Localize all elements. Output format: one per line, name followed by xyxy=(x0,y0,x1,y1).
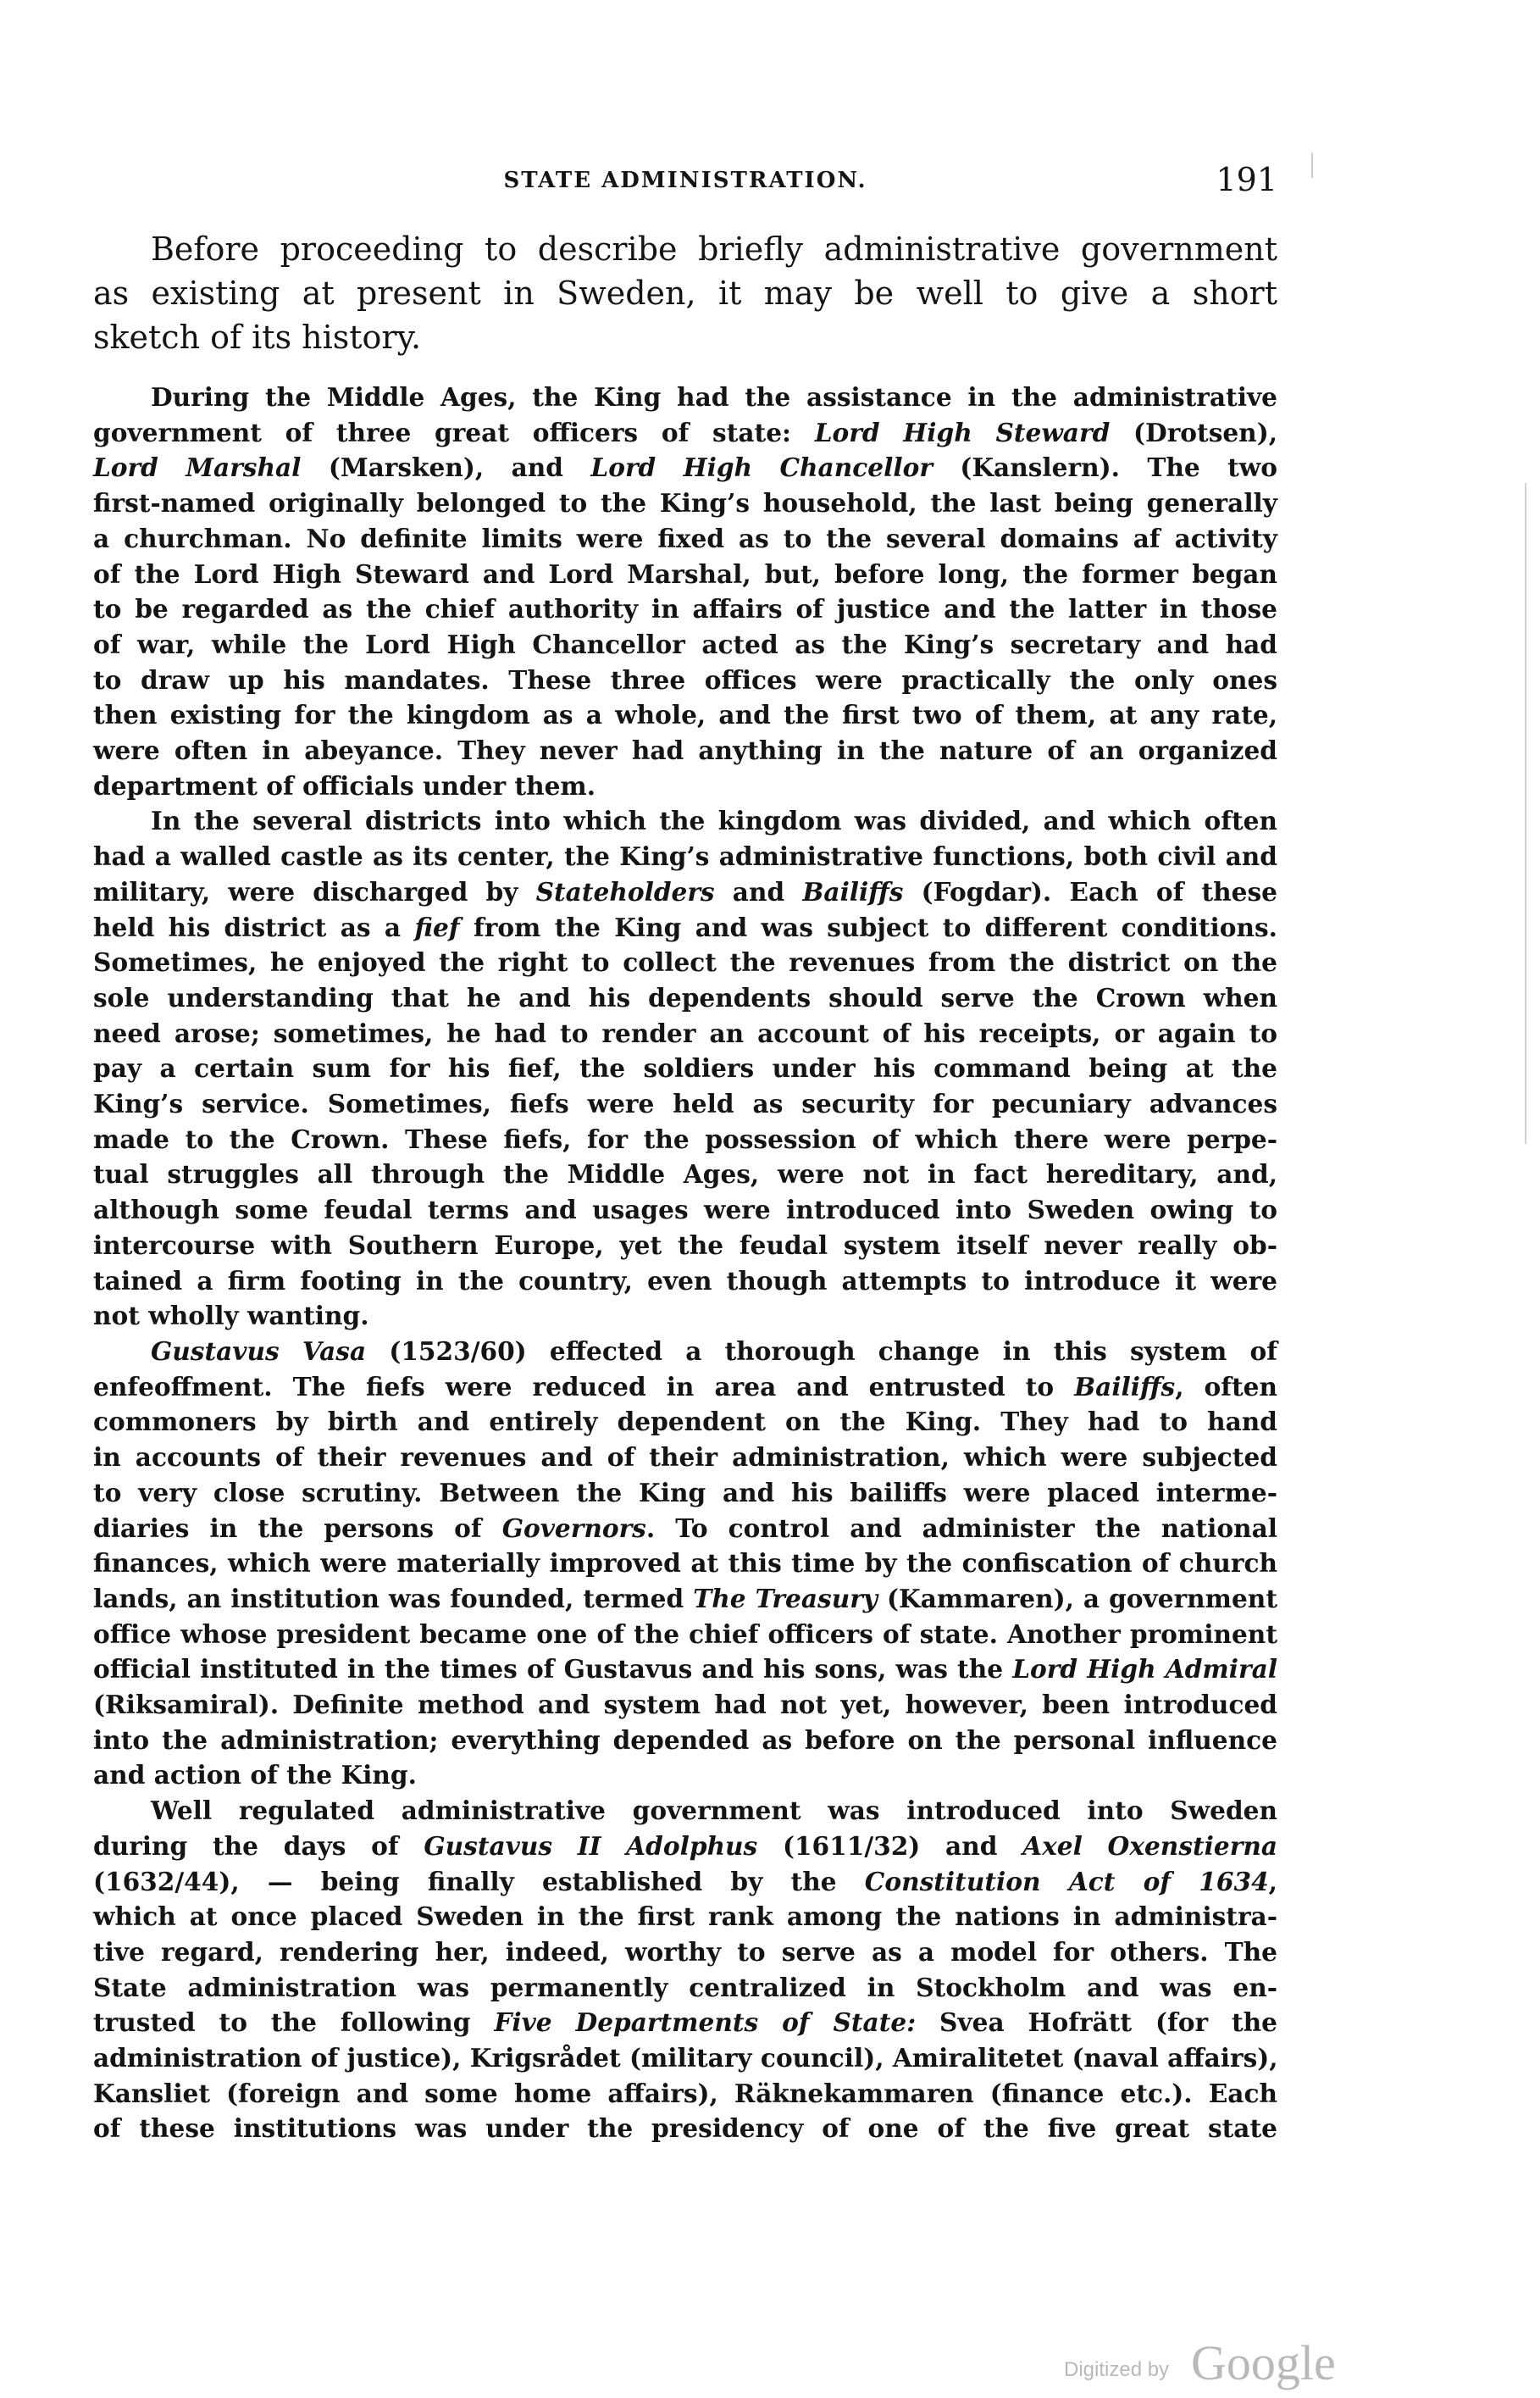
text-run: military, were discharged by xyxy=(93,876,536,907)
text-run: (Riksamiral). Definite method and system had not yet, however, been introduced xyxy=(93,1690,1277,1720)
text-line xyxy=(93,521,1277,557)
text-line xyxy=(93,1864,1277,1900)
text-line xyxy=(93,1581,1277,1617)
text-line xyxy=(93,2040,1277,2076)
text-line xyxy=(93,1263,1277,1299)
text-run: had a walled castle as its center, the King’s administrative functions, both civil and xyxy=(93,841,1277,872)
text-run: . To control and administer the national xyxy=(645,1513,1277,1543)
intro-line: sketch of its history. xyxy=(93,319,422,356)
text-run: (Kammaren), a government xyxy=(878,1583,1277,1613)
text-run: sole understanding that he and his dependents should serve the Crown when xyxy=(93,982,1277,1013)
text-line xyxy=(93,380,1277,415)
text-run: of the Lord High Steward and Lord Marshal, but, before long, the former began xyxy=(93,558,1277,589)
text-run: (Fogdar). Each of these xyxy=(903,876,1278,907)
text-run: King’s service. Sometimes, fiefs were held as security for pecuniary advances xyxy=(93,1089,1277,1119)
text-run: Kansliet (foreign and some home affairs), Räknekammaren (finance etc.). Each xyxy=(93,2078,1277,2108)
text-line xyxy=(93,1192,1277,1228)
text-run: (1523/60) effected a thorough change in this system of xyxy=(366,1335,1277,1366)
text-run: made to the Crown. These fiefs, for the possession of which there were perpe- xyxy=(93,1124,1277,1154)
text-line xyxy=(93,803,1277,839)
italic-run: Bailiffs xyxy=(802,876,904,907)
page-number: 191 xyxy=(1216,161,1277,198)
text-line xyxy=(93,1016,1277,1052)
text-line xyxy=(93,980,1277,1016)
text-run: which at once placed Sweden in the first rank among the nations in administra- xyxy=(93,1901,1277,1932)
google-watermark xyxy=(1064,2334,1454,2390)
text-run: pay a certain sum for his fief, the soldiers under his command being at the xyxy=(93,1053,1277,1084)
text-line xyxy=(93,769,1277,804)
text-run: were often in abeyance. They never had anything in the nature of an organized xyxy=(93,735,1277,766)
text-run: and action of the King. xyxy=(93,1760,417,1790)
text-line xyxy=(93,1934,1277,1970)
text-run: government of three great officers of state: xyxy=(93,417,815,447)
text-run: enfeoffment. The fiefs were reduced in area and entrusted to xyxy=(93,1371,1075,1402)
intro-paragraph xyxy=(93,227,1277,359)
text-run: then existing for the kingdom as a whole, and the first two of them, at any rate, xyxy=(93,700,1277,730)
text-line xyxy=(93,1369,1277,1405)
italic-run: Governors xyxy=(501,1513,646,1543)
text-run: Well regulated administrative government was introduced into Sweden xyxy=(151,1796,1277,1826)
running-title: STATE ADMINISTRATION. xyxy=(503,168,867,193)
text-line xyxy=(93,1334,1277,1369)
text-run: , xyxy=(1268,1866,1277,1896)
text-run: administration of justice), Krigsrådet (military council), Amiralitetet (naval affairs), xyxy=(93,2043,1278,2073)
text-line xyxy=(93,1757,1277,1793)
text-line xyxy=(93,1899,1277,1934)
text-line xyxy=(93,1829,1277,1864)
text-run: (Drotsen), xyxy=(1110,417,1278,447)
intro-line: Before proceeding to describe briefly administrative government xyxy=(151,230,1277,268)
text-run: Svea Hofrätt (for the xyxy=(916,2007,1277,2038)
text-run: tained a firm footing in the country, even though attempts to introduce it were xyxy=(93,1265,1277,1296)
edge-mark-top xyxy=(1311,153,1313,178)
text-run: finances, which were materially improved at this time by the confiscation of church xyxy=(93,1548,1277,1579)
text-line xyxy=(93,450,1277,486)
text-line xyxy=(93,415,1277,451)
italic-run: Lord High Steward xyxy=(814,417,1111,447)
text-line xyxy=(93,1228,1277,1263)
text-run: into the administration; everything depended as before on the personal influence xyxy=(93,1724,1277,1755)
book-page xyxy=(93,161,1277,2146)
text-line xyxy=(93,910,1277,946)
text-run: during the days of xyxy=(93,1830,424,1861)
text-run: to be regarded as the chief authority in affairs of justice and the latter in those xyxy=(93,594,1277,624)
text-line xyxy=(93,697,1277,733)
italic-run: Lord High Admiral xyxy=(1012,1654,1277,1685)
text-line xyxy=(93,1546,1277,1581)
text-run: to very close scrutiny. Between the King and his bailiffs were placed interme- xyxy=(93,1477,1277,1507)
body-paragraph xyxy=(93,1334,1277,1793)
text-run: (Marsken), and xyxy=(301,452,591,483)
body-paragraph xyxy=(93,380,1277,803)
text-run: trusted to the following xyxy=(93,2007,495,2038)
text-line xyxy=(93,839,1277,874)
text-line xyxy=(93,1298,1277,1334)
italic-run: Lord Marshal xyxy=(93,452,302,483)
text-run: in accounts of their revenues and of their administration, which were subjected xyxy=(93,1442,1277,1473)
text-run: (Kanslern). The two xyxy=(932,452,1277,483)
italic-run: The Treasury xyxy=(693,1583,878,1613)
text-line xyxy=(93,2005,1277,2040)
text-line xyxy=(93,945,1277,980)
italic-run: Gustavus Vasa xyxy=(151,1335,367,1366)
text-line xyxy=(93,486,1277,521)
text-run: diaries in the persons of xyxy=(93,1513,502,1543)
text-line xyxy=(93,1687,1277,1723)
text-line xyxy=(93,2111,1277,2146)
edge-mark-right xyxy=(1525,483,1526,1144)
text-line xyxy=(93,1440,1277,1475)
text-run: State administration was permanently centralized in Stockholm and was en- xyxy=(93,1972,1277,2002)
body-paragraph xyxy=(93,803,1277,1334)
text-run: from the King and was subject to different conditions. xyxy=(459,912,1277,942)
body-text xyxy=(93,380,1277,2146)
text-line xyxy=(93,627,1277,663)
italic-run: fief xyxy=(414,912,460,942)
text-run: to draw up his mandates. These three offices were practically the only ones xyxy=(93,664,1277,695)
text-line xyxy=(93,874,1277,910)
text-run: official instituted in the times of Gustavus and his sons, was the xyxy=(93,1654,1013,1685)
google-logo: Google xyxy=(1191,2335,1336,2390)
text-line xyxy=(93,1122,1277,1157)
text-run: department of officials under them. xyxy=(93,770,596,801)
text-run: lands, an institution was founded, termed xyxy=(93,1583,694,1613)
text-run: commoners by birth and entirely dependent on the King. They had to hand xyxy=(93,1407,1277,1437)
text-line xyxy=(93,1157,1277,1192)
text-run: held his district as a xyxy=(93,912,415,942)
text-line xyxy=(93,1475,1277,1511)
text-run: and xyxy=(714,876,803,907)
italic-run: Lord High Chancellor xyxy=(590,452,933,483)
text-run: although some feudal terms and usages were introduced into Sweden owing to xyxy=(93,1195,1277,1225)
text-line xyxy=(93,733,1277,769)
text-run: Sometimes, he enjoyed the right to collect the revenues from the district on the xyxy=(93,947,1277,978)
text-run: tual struggles all through the Middle Ages, were not in fact hereditary, and, xyxy=(93,1159,1277,1190)
text-line xyxy=(93,1793,1277,1829)
text-run: During the Middle Ages, the King had the assistance in the administrative xyxy=(151,382,1277,412)
body-paragraph xyxy=(93,1793,1277,2146)
text-run: need arose; sometimes, he had to render an account of his receipts, or again to xyxy=(93,1018,1277,1048)
text-line xyxy=(93,1086,1277,1122)
text-run: intercourse with Southern Europe, yet the feudal system itself never really ob- xyxy=(93,1230,1277,1260)
italic-run: Axel Oxenstierna xyxy=(1022,1830,1278,1861)
text-run: of these institutions was under the presidency of one of the five great state xyxy=(93,2113,1277,2144)
text-line xyxy=(93,1617,1277,1652)
text-run: , often xyxy=(1175,1371,1278,1402)
text-line xyxy=(93,1723,1277,1758)
text-run: first-named originally belonged to the King’s household, the last being generally xyxy=(93,488,1277,519)
text-line xyxy=(93,1651,1277,1687)
italic-run: Gustavus II Adolphus xyxy=(424,1830,758,1861)
text-run: In the several districts into which the kingdom was divided, and which often xyxy=(151,806,1277,836)
text-run: (1611/32) and xyxy=(757,1830,1023,1861)
intro-line: as existing at present in Sweden, it may be well to give a short xyxy=(93,275,1277,312)
italic-run: Bailiffs xyxy=(1074,1371,1176,1402)
text-line xyxy=(93,663,1277,698)
text-line xyxy=(93,1051,1277,1086)
text-run: (1632/44), — being finally established by the xyxy=(93,1866,865,1896)
italic-run: Constitution Act of 1634 xyxy=(864,1866,1269,1896)
text-line xyxy=(93,591,1277,627)
text-run: tive regard, rendering her, indeed, worthy to serve as a model for others. The xyxy=(93,1936,1277,1967)
text-line xyxy=(93,2076,1277,2112)
text-run: office whose president became one of the chief officers of state. Another prominent xyxy=(93,1618,1277,1649)
running-head xyxy=(93,161,1277,212)
text-run: of war, while the Lord High Chancellor acted as the King’s secretary and had xyxy=(93,629,1277,659)
text-line xyxy=(93,1404,1277,1440)
italic-run: Stateholders xyxy=(535,876,715,907)
text-run: not wholly wanting. xyxy=(93,1301,369,1331)
text-line xyxy=(93,1970,1277,2006)
watermark-caption: Digitized by xyxy=(1064,2358,1170,2381)
italic-run: Five Departments of State: xyxy=(494,2007,917,2038)
text-line xyxy=(93,557,1277,592)
text-run: a churchman. No definite limits were fixed as to the several domains af activity xyxy=(93,523,1277,553)
text-line xyxy=(93,1511,1277,1546)
